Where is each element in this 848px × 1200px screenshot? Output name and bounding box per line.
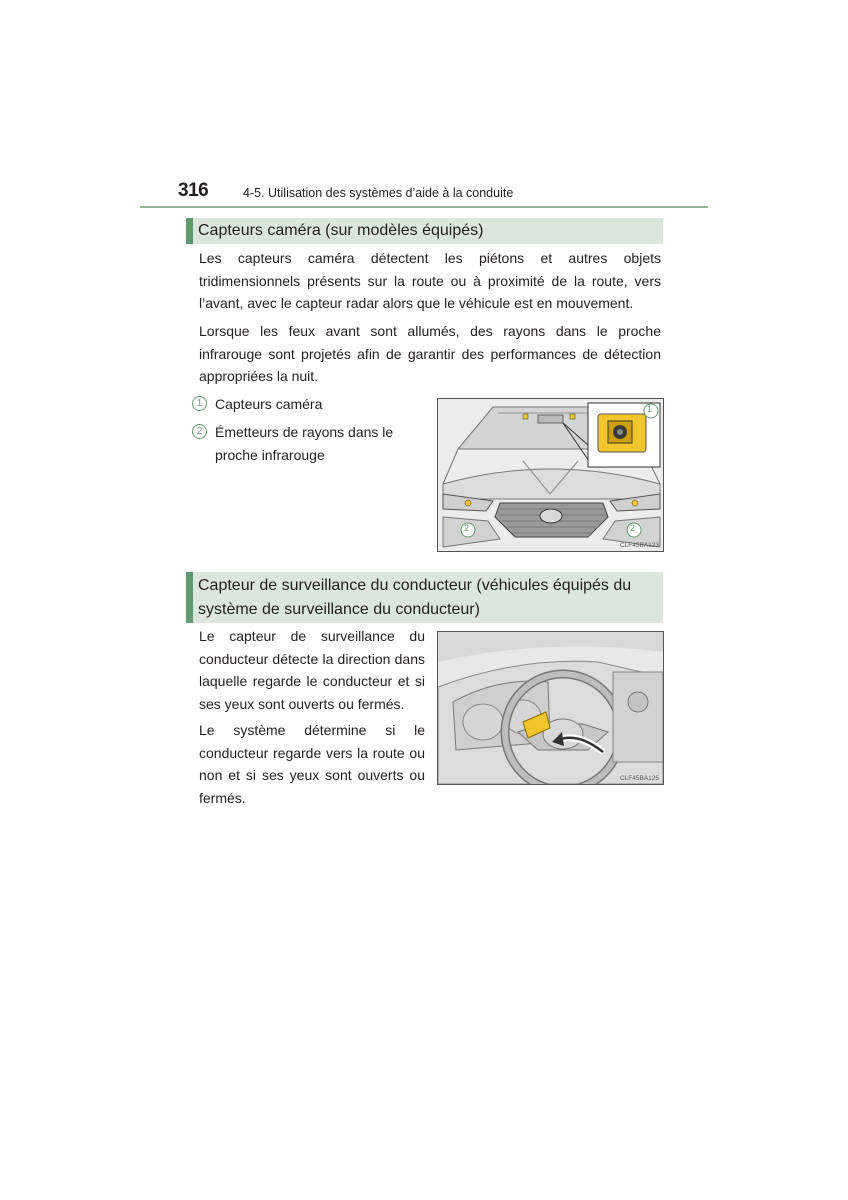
paragraph: Les capteurs caméra détectent les piétons et autres objets tridimensionnels présents sur la route ou à proximité de la route, vers l’avant, avec le capteur radar alors que le véhicule est en mouvement. [199, 250, 661, 312]
callout-number-icon: 2 [192, 424, 207, 439]
paragraph: Lorsque les feux avant sont allumés, des rayons dans le proche infrarouge sont projetés afin de garantir des performances de détection appropriées la nuit. [199, 323, 661, 385]
legend-label: Émetteurs de rayons dans le proche infrarouge [215, 424, 394, 463]
section-title: Capteurs caméra (sur modèles équipés) [198, 222, 484, 239]
paragraph: Le système détermine si le conducteur regarde vers la route ou non et si ses yeux sont ouverts ou fermés. [199, 722, 425, 807]
section-title: Capteur de surveillance du conducteur (véhicules équipés du système de surveillance du conducteur) [198, 577, 632, 618]
figure-code: CLF45BA123 [619, 542, 659, 549]
car-front-illustration [437, 398, 664, 552]
paragraph: Le capteur de surveillance du conducteur détecte la direction dans laquelle regarde le conducteur et si ses yeux sont ouverts ou fermés. [199, 628, 425, 713]
legend-label: Capteurs caméra [215, 396, 323, 412]
figure-callout-2-left: 2 [464, 523, 470, 533]
steering-wheel-drawing [438, 632, 663, 784]
legend-item-camera-sensors [192, 393, 425, 416]
breadcrumb: 4-5. Utilisation des systèmes d’aide à la conduite [243, 186, 514, 200]
steering-wheel-illustration [437, 631, 664, 785]
section-heading-driver-monitor [186, 572, 663, 623]
callout-number-icon: 1 [192, 396, 207, 411]
legend-item-infrared-emitters [192, 421, 425, 466]
figure-callout-2-right: 2 [630, 523, 636, 533]
page-number: 316 [178, 180, 209, 201]
figure-code: CLF45BA125 [619, 775, 659, 782]
header-divider [140, 206, 708, 208]
figure-callout-1: 1 [647, 404, 653, 414]
section-heading-camera-sensors [186, 218, 663, 244]
